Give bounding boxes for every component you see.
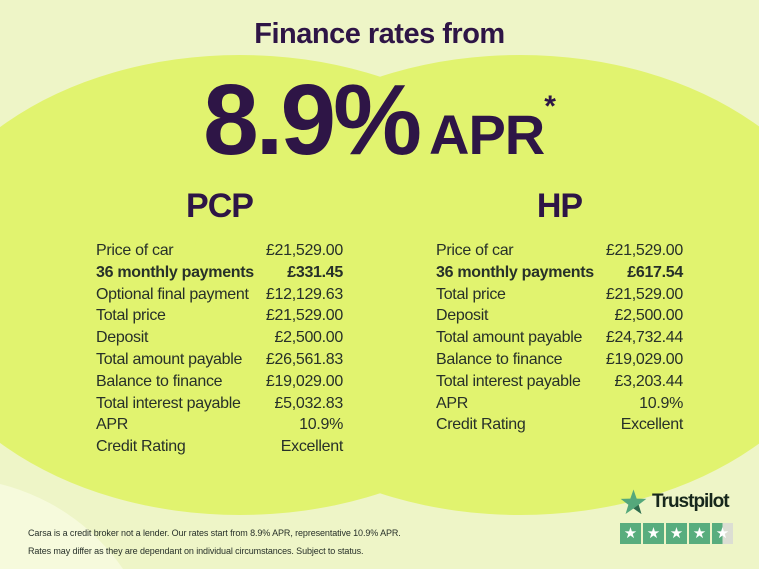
trustpilot-wordmark: Trustpilot bbox=[652, 491, 729, 512]
row-label: Total amount payable bbox=[436, 329, 583, 347]
hp-rows bbox=[436, 240, 683, 436]
table-row bbox=[96, 371, 343, 393]
row-value: 10.9% bbox=[299, 416, 343, 434]
rating-star: ★ bbox=[643, 523, 664, 544]
table-row bbox=[96, 349, 343, 371]
row-value: £3,203.44 bbox=[614, 372, 683, 390]
headline-rate bbox=[0, 64, 759, 200]
rating-star: ★ bbox=[712, 523, 733, 544]
row-value: £617.54 bbox=[627, 263, 683, 281]
hp-title: HP bbox=[536, 187, 583, 225]
page-title: Finance rates from bbox=[254, 18, 505, 50]
row-label: Deposit bbox=[436, 307, 489, 325]
rate-unit: APR bbox=[429, 103, 545, 166]
row-value: £19,029.00 bbox=[605, 350, 683, 368]
hp-table bbox=[436, 188, 683, 436]
table-row bbox=[96, 284, 343, 306]
table-row bbox=[436, 284, 683, 306]
row-value: £21,529.00 bbox=[265, 242, 343, 259]
row-value: £19,029.00 bbox=[265, 372, 343, 390]
row-label: Total price bbox=[96, 307, 166, 325]
row-value: £5,032.83 bbox=[274, 394, 343, 412]
row-label: Price of car bbox=[96, 242, 174, 259]
row-value: £2,500.00 bbox=[614, 307, 683, 325]
trustpilot-brand bbox=[620, 488, 740, 516]
table-row bbox=[96, 436, 343, 458]
rate-value: 8.9% bbox=[203, 64, 419, 176]
row-value: Excellent bbox=[620, 416, 683, 434]
table-row bbox=[96, 414, 343, 436]
row-value: £12,129.63 bbox=[265, 285, 343, 303]
table-row bbox=[436, 349, 683, 371]
row-label: APR bbox=[436, 394, 468, 412]
trustpilot-star-icon bbox=[620, 489, 647, 515]
rating-star: ★ bbox=[689, 523, 710, 544]
row-value: £21,529.00 bbox=[605, 285, 683, 303]
table-row bbox=[96, 262, 343, 284]
table-row bbox=[96, 240, 343, 262]
trustpilot-widget bbox=[620, 488, 740, 544]
asterisk: * bbox=[544, 90, 556, 123]
table-row bbox=[436, 240, 683, 262]
row-label: Total interest payable bbox=[96, 394, 241, 412]
row-value: 10.9% bbox=[639, 394, 683, 412]
row-label: Credit Rating bbox=[436, 416, 526, 434]
pcp-table bbox=[96, 188, 343, 458]
table-row bbox=[96, 327, 343, 349]
disclaimer-line-2: Rates may differ as they are dependant on individual circumstances. Subject to status. bbox=[28, 546, 364, 556]
disclaimer-line-1: Carsa is a credit broker not a lender. Our rates start from 8.9% APR, representative 10.9% APR. bbox=[28, 528, 401, 538]
row-label: Balance to finance bbox=[96, 372, 223, 390]
rating-star: ★ bbox=[666, 523, 687, 544]
table-row bbox=[436, 371, 683, 393]
row-value: £2,500.00 bbox=[274, 329, 343, 347]
table-row bbox=[436, 262, 683, 284]
table-row bbox=[436, 327, 683, 349]
row-value: £21,529.00 bbox=[265, 307, 343, 325]
row-label: Total amount payable bbox=[96, 350, 243, 368]
table-row bbox=[436, 305, 683, 327]
row-value: Excellent bbox=[280, 438, 343, 456]
row-label: Price of car bbox=[436, 242, 514, 259]
table-row bbox=[96, 393, 343, 415]
row-label: Credit Rating bbox=[96, 438, 186, 456]
row-label: APR bbox=[96, 416, 128, 434]
pcp-title: PCP bbox=[186, 187, 253, 225]
rating-star: ★ bbox=[620, 523, 641, 544]
row-value: £21,529.00 bbox=[605, 242, 683, 259]
row-label: Deposit bbox=[96, 329, 149, 347]
table-row bbox=[436, 414, 683, 436]
table-row bbox=[436, 393, 683, 415]
row-value: £24,732.44 bbox=[605, 329, 683, 347]
row-value: £26,561.83 bbox=[265, 350, 343, 368]
row-label: Total interest payable bbox=[436, 372, 581, 390]
trustpilot-rating-stars bbox=[620, 523, 740, 544]
row-label: Optional final payment bbox=[96, 285, 249, 303]
disclaimer-text bbox=[28, 524, 401, 560]
row-label: 36 monthly payments bbox=[436, 263, 594, 281]
table-row bbox=[96, 305, 343, 327]
pcp-rows bbox=[96, 240, 343, 458]
row-label: Balance to finance bbox=[436, 350, 563, 368]
row-label: Total price bbox=[436, 285, 506, 303]
row-value: £331.45 bbox=[287, 263, 343, 281]
row-label: 36 monthly payments bbox=[96, 263, 254, 281]
